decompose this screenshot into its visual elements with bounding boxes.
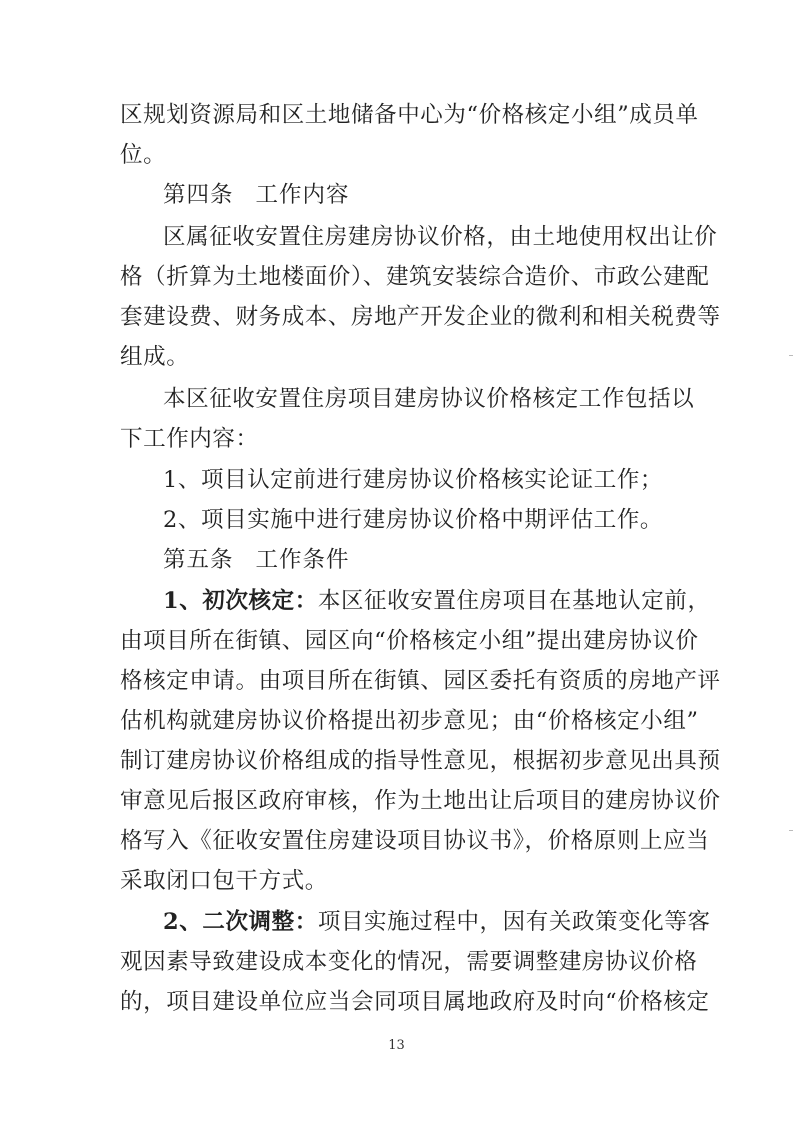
item-1-label: 1、初次核定： xyxy=(163,588,318,614)
paragraph-line: 观因素导致建设成本变化的情况，需要调整建房协议价格 xyxy=(120,949,698,975)
article-4-number: 第四条 xyxy=(163,182,234,208)
page-number: 13 xyxy=(388,1038,405,1053)
margin-mark xyxy=(789,830,793,831)
article-5-number: 第五条 xyxy=(163,547,234,573)
paragraph-line: 格（折算为土地楼面价）、建筑安装综合造价、市政公建配 xyxy=(120,264,710,290)
item-2-text: 项目实施过程中，因有关政策变化等客 xyxy=(317,909,711,935)
paragraph-line xyxy=(163,581,711,621)
item-2-label: 2、二次调整： xyxy=(163,909,318,935)
article-5-heading xyxy=(163,540,680,580)
article-4-subject: 工作内容 xyxy=(255,182,350,208)
paragraph-line: 审意见后报区政府审核，作为土地出让后项目的建房协议价 xyxy=(120,788,721,814)
paragraph-line: 区属征收安置住房建房协议价格，由土地使用权出让价 xyxy=(163,224,718,250)
paragraph-line: 下工作内容： xyxy=(120,426,259,452)
paragraph-line: 格核定申请。由项目所在街镇、园区委托有资质的房地产评 xyxy=(120,668,721,694)
paragraph-line: 套建设费、财务成本、房地产开发企业的微利和相关税费等 xyxy=(120,304,721,330)
paragraph-line: 区规划资源局和区土地储备中心为“价格核定小组”成员单 xyxy=(120,102,699,128)
paragraph-line: 位。 xyxy=(120,142,167,168)
item-1-text: 本区征收安置住房项目在基地认定前， xyxy=(317,588,711,614)
paragraph-line: 的，项目建设单位应当会同项目属地政府及时向“价格核定 xyxy=(120,989,710,1015)
paragraph-line xyxy=(163,902,711,942)
paragraph-line: 格写入《征收安置住房建设项目协议书》，价格原则上应当 xyxy=(120,828,710,854)
paragraph-line: 采取闭口包干方式。 xyxy=(120,868,328,894)
margin-mark xyxy=(789,355,793,356)
list-item: 1、项目认定前进行建房协议价格核实论证工作； xyxy=(163,467,664,493)
article-5-subject: 工作条件 xyxy=(255,547,350,573)
paragraph-line: 由项目所在街镇、园区向“价格核定小组”提出建房协议价 xyxy=(120,628,699,654)
paragraph-line: 估机构就建房协议价格提出初步意见；由“价格核定小组” xyxy=(120,708,699,734)
paragraph-line: 本区征收安置住房项目建房协议价格核定工作包括以 xyxy=(163,386,695,412)
paragraph-line: 组成。 xyxy=(120,344,190,370)
paragraph-line: 制订建房协议价格组成的指导性意见，根据初步意见出具预 xyxy=(120,748,721,774)
list-item: 2、项目实施中进行建房协议价格中期评估工作。 xyxy=(163,507,664,533)
article-4-heading xyxy=(163,175,680,215)
